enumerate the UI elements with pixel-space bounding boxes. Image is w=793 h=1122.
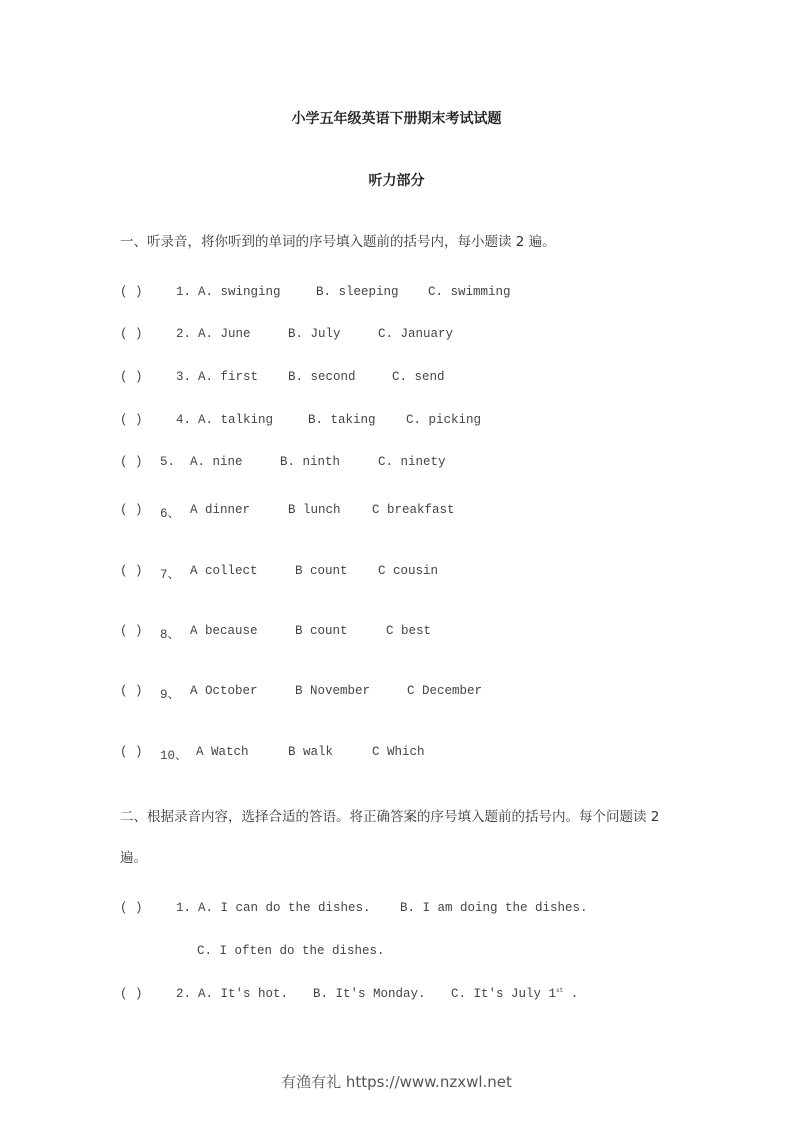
answer-blank: ( )	[120, 684, 143, 698]
option-c-text: C. It's July 1	[451, 987, 557, 1002]
option-b: B. taking	[308, 413, 376, 427]
option-b: B. sleeping	[316, 285, 399, 299]
footer-watermark: 有渔有礼 https://www.nzxwl.net	[281, 1073, 512, 1091]
answer-blank: ( )	[120, 503, 143, 517]
option-b: B. ninth	[280, 455, 341, 469]
question-number: 3.	[176, 370, 192, 384]
ordinal-suffix: st	[556, 987, 564, 994]
question-number: 10、	[160, 749, 188, 763]
question-number: 1.	[176, 285, 192, 299]
option-c: C. send	[392, 370, 445, 384]
option-c: C. picking	[406, 413, 482, 427]
option-a: A. first	[198, 370, 259, 384]
question-number: 2.	[176, 987, 192, 1001]
document-title: 小学五年级英语下册期末考试试题	[291, 111, 502, 127]
option-c: C breakfast	[372, 503, 455, 517]
option-c: C. I often do the dishes.	[197, 944, 385, 958]
answer-blank: ( )	[120, 327, 143, 341]
option-a: A. It's hot.	[198, 987, 289, 1001]
answer-blank: ( )	[120, 370, 143, 384]
option-c: C cousin	[378, 564, 439, 578]
answer-blank: ( )	[120, 624, 143, 638]
option-a: A. June	[198, 327, 251, 341]
option-b: B. I am doing the dishes.	[400, 901, 588, 915]
answer-blank: ( )	[120, 413, 143, 427]
question-number: 6、	[160, 507, 181, 521]
option-a: A October	[190, 684, 258, 698]
question-number: 4.	[176, 413, 192, 427]
question-number: 9、	[160, 688, 181, 702]
option-b: B November	[295, 684, 371, 698]
option-c: C. January	[378, 327, 454, 341]
option-a: A dinner	[190, 503, 251, 517]
option-b: B lunch	[288, 503, 341, 517]
answer-blank: ( )	[120, 285, 143, 299]
option-a: A. talking	[198, 413, 274, 427]
option-b: B walk	[288, 745, 334, 759]
option-a: A collect	[190, 564, 258, 578]
option-a: A. swinging	[198, 285, 281, 299]
answer-blank: ( )	[120, 564, 143, 578]
answer-blank: ( )	[120, 455, 143, 469]
option-a: A. I can do the dishes.	[198, 901, 371, 915]
option-b: B. It's Monday.	[313, 987, 426, 1001]
option-b: B. July	[288, 327, 341, 341]
option-c-end: .	[563, 987, 579, 1002]
option-a: A Watch	[196, 745, 249, 759]
section2-instruction: 二、根据录音内容，选择合适的答语。将正确答案的序号填入题前的括号内。每个问题读 2	[120, 809, 660, 825]
option-c	[451, 987, 578, 1001]
option-c: C. ninety	[378, 455, 446, 469]
answer-blank: ( )	[120, 745, 143, 759]
option-a: A. nine	[190, 455, 243, 469]
section1-instruction: 一、听录音，将你听到的单词的序号填入题前的括号内，每小题读 2 遍。	[120, 234, 556, 250]
option-b: B count	[295, 624, 348, 638]
option-b: B. second	[288, 370, 356, 384]
section-heading-listening: 听力部分	[368, 173, 425, 189]
question-number: 1.	[176, 901, 192, 915]
question-number: 7、	[160, 568, 181, 582]
option-c: C Which	[372, 745, 425, 759]
answer-blank: ( )	[120, 901, 143, 915]
section2-instruction-continued: 遍。	[120, 850, 147, 866]
question-number: 5.	[160, 455, 176, 469]
option-c: C December	[407, 684, 483, 698]
answer-blank: ( )	[120, 987, 143, 1001]
question-number: 8、	[160, 628, 181, 642]
option-a: A because	[190, 624, 258, 638]
option-c: C. swimming	[428, 285, 511, 299]
option-c: C best	[386, 624, 432, 638]
question-number: 2.	[176, 327, 192, 341]
option-b: B count	[295, 564, 348, 578]
